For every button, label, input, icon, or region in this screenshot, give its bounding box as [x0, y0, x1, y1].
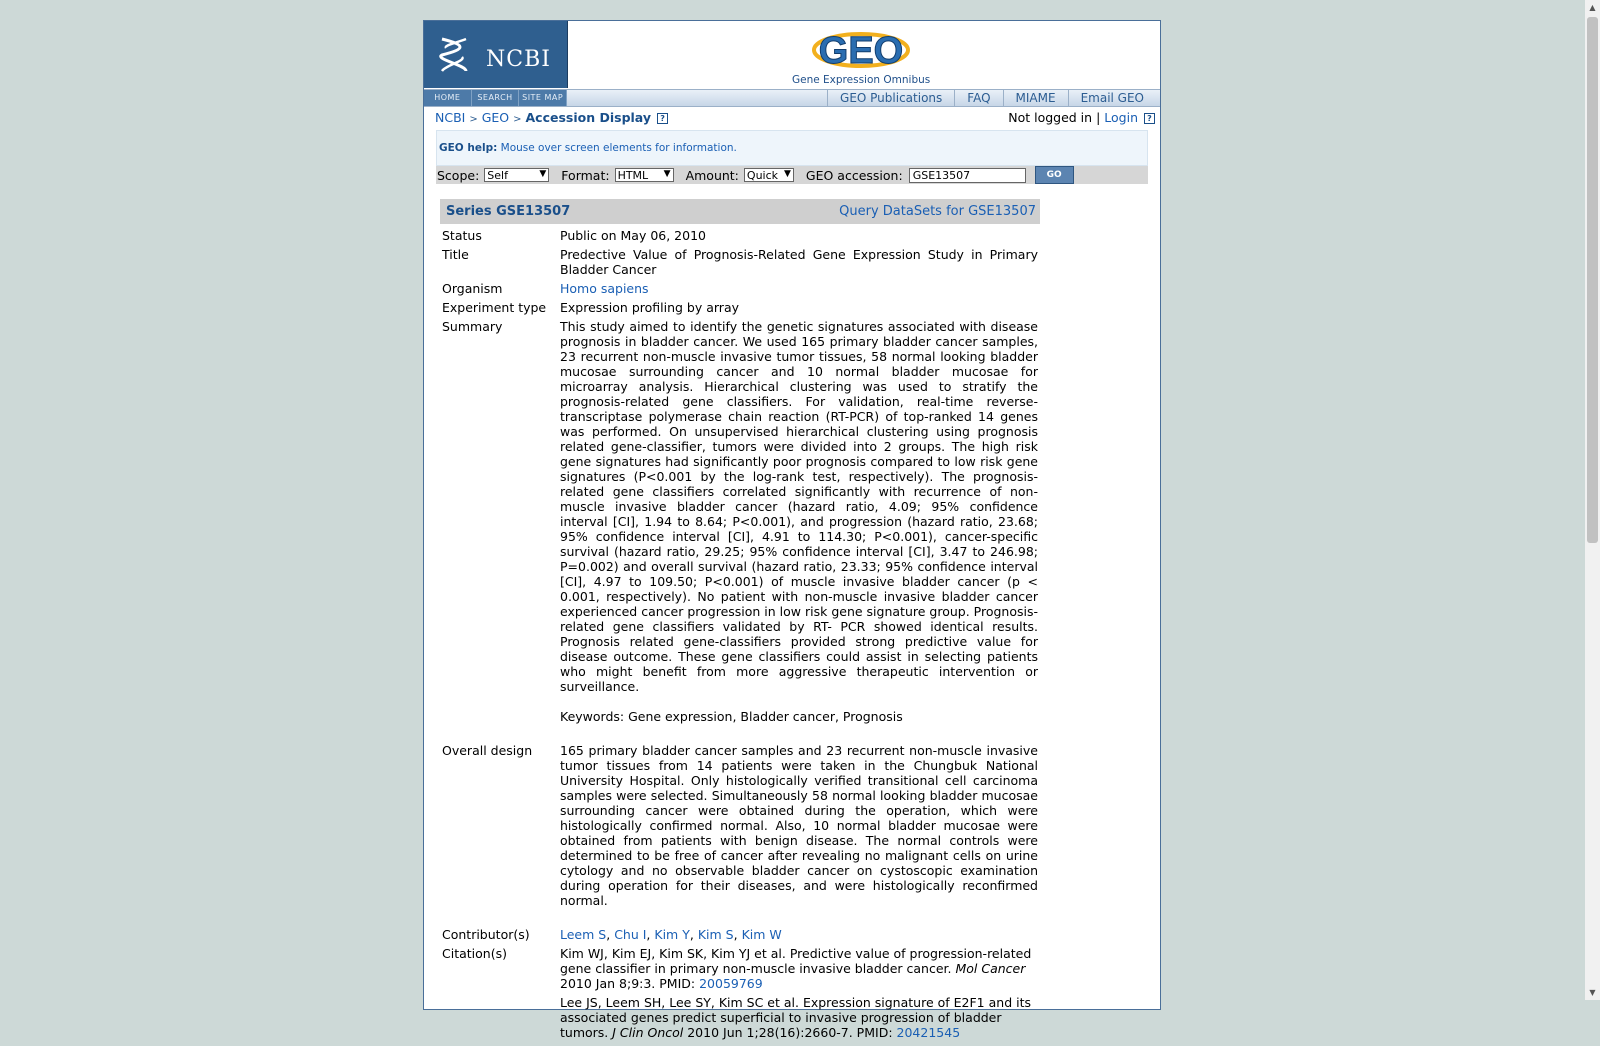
scope-label: Scope: [437, 167, 480, 183]
chevron-down-icon: ▼ [783, 169, 791, 179]
contributor-link[interactable]: Kim S [697, 927, 734, 942]
keywords-text: Keywords: Gene expression, Bladder cancer, Prognosis [560, 709, 903, 724]
citation-details: 2010 Jun 1;28(16):2660-7. PMID: [687, 1025, 893, 1040]
contributor-separator: , [733, 927, 738, 942]
nav-site-map[interactable]: SITE MAP [519, 90, 567, 106]
contributors-list [558, 925, 1040, 944]
nav-bar [424, 90, 1160, 107]
experiment-type-value: Expression profiling by array [560, 300, 740, 315]
breadcrumb-ncbi[interactable]: NCBI [435, 110, 466, 125]
citation-text: Kim WJ, Kim EJ, Kim SK, Kim YJ et al. Predictive value of progression-related gene classifier in primary non-muscle invasive bladder cancer. [560, 946, 1032, 976]
contributor-link[interactable]: Chu I [614, 927, 647, 942]
status-value: Public on May 06, 2010 [560, 228, 706, 243]
scope-select[interactable] [484, 168, 549, 182]
scope-value: Self [487, 168, 508, 182]
geo-help-box [436, 130, 1148, 166]
breadcrumb-separator: > [469, 114, 478, 125]
format-value: HTML [617, 168, 649, 182]
citation-text: Lee JS, Leem SH, Lee SY, Kim SC et al. Expression signature of E2F1 and its associated genes predict superficial to invasive progression of bladder tumors. [560, 995, 1031, 1040]
accession-label: GEO accession: [805, 167, 903, 183]
title-label: Title [442, 247, 469, 262]
login-area [1008, 110, 1155, 125]
citations-label: Citation(s) [442, 946, 507, 961]
experiment-type-label: Experiment type [442, 300, 547, 315]
organism-link[interactable]: Homo sapiens [560, 281, 649, 296]
scroll-up-icon[interactable]: ▲ [1589, 3, 1596, 12]
contributor-separator: , [646, 927, 651, 942]
geo-page [423, 20, 1161, 1040]
geo-logo[interactable] [792, 27, 930, 86]
summary-text: This study aimed to identify the genetic signatures associated with disease prognosis in bladder cancer. We used 165 primary bladder cancer samples, 23 recurrent non-muscle invasive tumor tissues, 58 normal looking bladder mucosae surrounding cancer and 10 normal bladder mucosae for microarray analysis. Hierarchical clustering was used to stratify the prognosis-related gene classifiers. For validation, real-time reverse-transcriptase polymerase chain reaction (RT-PCR) of top-ranked 14 genes was performed. On unsupervised hierarchical clustering using prognosis related gene-classifier, tumors were divided into 2 groups. The high risk gene signatures had significantly poor prognosis compared to low risk gene signatures (P<0.001 by the log-rank test, respectively). The prognosis-related gene classifiers correlated significantly with recurrence of non-muscle invasive bladder cancer (hazard ratio, 4.09; 95% confidence interval [CI], 1.94 to 8.64; P<0.001), and progression (hazard ratio, 23.68; 95% confidence interval [CI], 4.91 to 114.30; P<0.001), cancer-specific survival (hazard ratio, 29.25; 95% confidence interval [CI], 3.47 to 246.98; P=0.002) and overall survival (hazard ratio, 23.33; 95% confidence interval [CI], 4.97 to 109.50; P<0.001) of muscle invasive bladder cancer (p < 0.001, respectively). No patient with non-muscle invasive bladder cancer experienced cancer progression in low risk gene signature group. Prognosis-related gene classifiers validated by RT- PCR showed identical results. Prognosis related gene-classifiers provided strong predictive value for disease outcome. These gene classifiers could assist in selecting patients who might benefit from more aggressive therapeutic intervention or surveillance. [560, 319, 1038, 694]
format-label: Format: [561, 167, 610, 183]
geo-logo-graphic [811, 27, 911, 73]
scroll-down-icon[interactable]: ▼ [1589, 988, 1596, 997]
scrollbar-thumb[interactable] [1587, 17, 1598, 543]
citation-item [560, 995, 1038, 1040]
geo-help-label: GEO help: [439, 142, 498, 154]
geo-help-text: Mouse over screen elements for information. [500, 142, 737, 154]
dna-helix-icon [436, 35, 472, 75]
organism-label: Organism [442, 281, 503, 296]
nav-geo-publications[interactable]: GEO Publications [827, 90, 954, 106]
login-link[interactable]: Login [1104, 110, 1138, 125]
nav-email-geo[interactable]: Email GEO [1068, 90, 1156, 106]
title-value: Predective Value of Prognosis-Related Gene Expression Study in Primary Bladder Cancer [560, 247, 1038, 277]
overall-design-row [440, 741, 1040, 925]
citations-list [558, 944, 1040, 1046]
ncbi-logo-text: NCBI [486, 47, 551, 72]
breadcrumb-trail [435, 110, 668, 125]
breadcrumb-current: Accession Display [525, 110, 652, 125]
pmid-link[interactable]: 20421545 [896, 1025, 961, 1040]
series-header [440, 199, 1040, 224]
series-title: Series GSE13507 [446, 204, 571, 219]
login-divider: | [1096, 110, 1101, 125]
contributors-label: Contributor(s) [442, 927, 530, 942]
amount-value: Quick [746, 168, 779, 182]
experiment-type-row [440, 298, 1040, 317]
nav-search[interactable]: SEARCH [472, 90, 520, 106]
vertical-scrollbar[interactable] [1585, 0, 1600, 1000]
summary-row [440, 317, 1040, 741]
nav-right [827, 90, 1156, 106]
ncbi-logo[interactable] [424, 21, 568, 88]
nav-miame[interactable]: MIAME [1003, 90, 1068, 106]
amount-label: Amount: [685, 167, 739, 183]
series-record [440, 199, 1040, 1046]
amount-select[interactable] [744, 168, 794, 182]
status-label: Status [442, 228, 482, 243]
status-row [440, 226, 1040, 245]
citation-details: 2010 Jan 8;9:3. PMID: [560, 976, 696, 991]
geo-logo-text: GEO [818, 30, 904, 72]
accession-form [436, 166, 1148, 184]
nav-faq[interactable]: FAQ [954, 90, 1002, 106]
breadcrumb [424, 107, 1160, 127]
login-status: Not logged in [1008, 110, 1093, 125]
summary-label: Summary [442, 319, 503, 334]
accession-input[interactable]: GSE13507 [909, 168, 1026, 183]
query-datasets-link[interactable]: Query DataSets for GSE13507 [839, 204, 1036, 219]
contributor-link[interactable]: Leem S [560, 927, 607, 942]
contributors-row [440, 925, 1040, 944]
organism-row [440, 279, 1040, 298]
help-icon[interactable]: ? [657, 113, 668, 124]
pmid-link[interactable]: 20059769 [699, 976, 763, 991]
breadcrumb-separator: > [513, 114, 522, 125]
citations-row [440, 944, 1040, 1046]
contributor-link[interactable]: Kim W [741, 927, 782, 942]
help-icon[interactable]: ? [1144, 113, 1155, 124]
citation-journal: Mol Cancer [955, 961, 1026, 976]
go-button[interactable]: GO [1035, 166, 1074, 184]
geo-subtitle: Gene Expression Omnibus [792, 74, 931, 86]
title-row [440, 245, 1040, 279]
format-select[interactable] [615, 168, 674, 182]
overall-design-text: 165 primary bladder cancer samples and 23 recurrent non-muscle invasive tumor tissues from 14 patients were taken in the Chungbuk National University Hospital. Only histologically verified transitional cell carcinoma samples were selected. Simultaneously 58 normal looking bladder mucosae surrounding cancer were obtained during the operation, which were histologically confirmed normal. Also, 10 normal bladder mucosae were obtained from patients with benign disease. The normal controls were determined to be free of cancer after revealing no malignant cells on urine cytology and no observable bladder cancer on cystoscopic examination during operation for their diseases, and were histologically reconfirmed normal. [560, 743, 1038, 908]
citation-journal: J Clin Oncol [612, 1025, 684, 1040]
contributor-separator: , [606, 927, 611, 942]
contributor-separator: , [689, 927, 694, 942]
series-info-table [440, 226, 1040, 1046]
header [424, 21, 1160, 90]
nav-left [424, 90, 567, 106]
chevron-down-icon: ▼ [539, 169, 547, 179]
contributor-link[interactable]: Kim Y [654, 927, 690, 942]
overall-design-label: Overall design [442, 743, 533, 758]
breadcrumb-geo[interactable]: GEO [481, 110, 510, 125]
chevron-down-icon: ▼ [663, 169, 671, 179]
nav-home[interactable]: HOME [424, 90, 472, 106]
citation-item [560, 946, 1038, 991]
